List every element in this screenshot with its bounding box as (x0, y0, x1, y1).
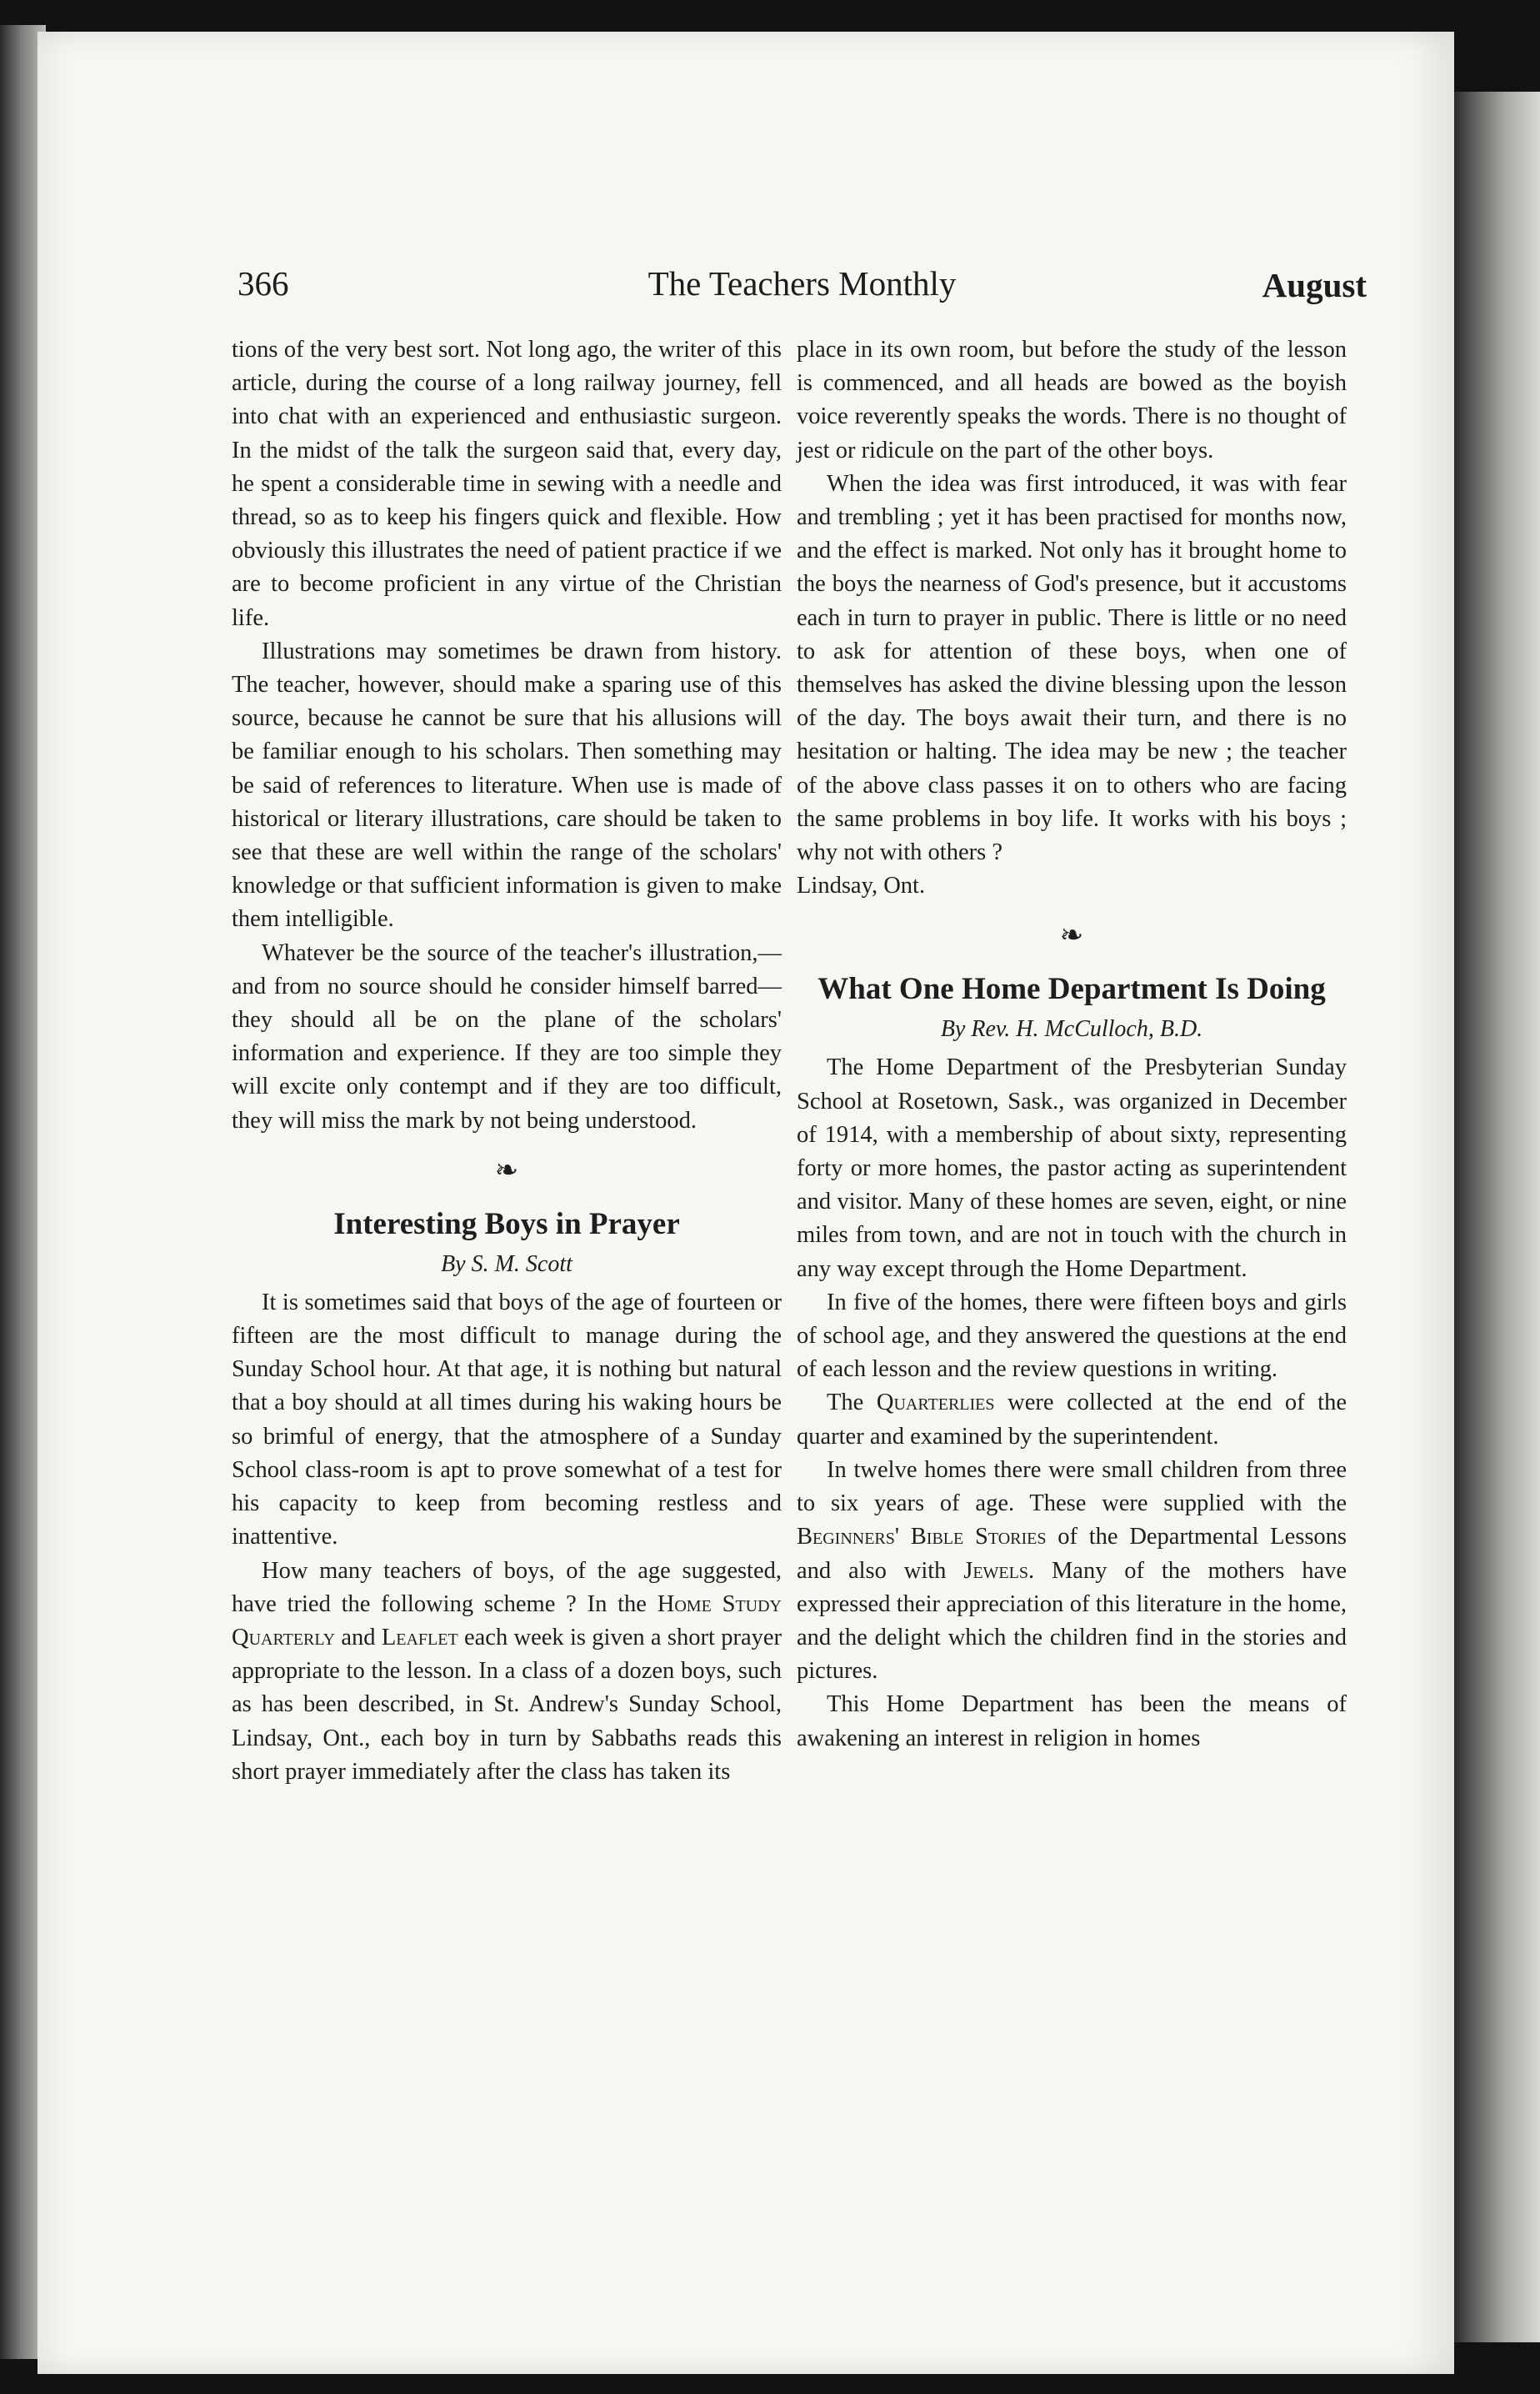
page-header (238, 263, 1367, 317)
signoff-location: Lindsay, Ont. (797, 873, 926, 899)
paragraph (232, 1555, 782, 1789)
paragraph: This Home Department has been the means of awakening an interest in religion in homes (797, 1691, 1347, 1751)
publication-name: Beginners' Bible Stories (797, 1524, 1047, 1550)
article-title: Interesting Boys in Prayer (333, 1206, 680, 1241)
text-run: and (335, 1624, 382, 1650)
fleuron-ornament: ❧ (1059, 920, 1084, 952)
paragraph (797, 1386, 1347, 1453)
paragraph: Whatever be the source of the teacher's illustration,—and from no source should he consider himself barred—they should all be on the plane of the scholars' information and experience. If they are too simple they will excite only contempt and if they are too difficult, they will miss the mark by not being understood. (232, 939, 782, 1134)
publication-name: Quarterlies (876, 1390, 995, 1416)
running-title: The Teachers Monthly (648, 264, 957, 303)
text-run: each week is given a short prayer appropriate to the lesson. In a class of a dozen boys, such as has been described, in St. Andrew's Sunday School, Lindsay, Ont., each boy in turn by Sabbaths reads this short prayer immediately after the class has taken its (232, 1624, 782, 1785)
paragraph: tions of the very best sort. Not long ago, the writer of this article, during the course of a long railway journey, fell into chat with an experienced and enthusiastic surgeon. In the midst of the talk the surgeon said that, every day, he spent a considerable time in sewing with a needle and thread, so as to keep his fingers quick and flexible. How obviously this illustrates the need of patient practice if we are to become proficient in any virtue of the Christian life. (232, 337, 782, 631)
text-run: The (827, 1390, 877, 1416)
left-column (232, 333, 782, 1789)
publication-name: Jewels (963, 1557, 1028, 1584)
paragraph: place in its own room, but before the study of the lesson is commenced, and all heads are bowed as the boyish voice reverently speaks the words. There is no thought of jest or ridicule on the part of the other boys. (797, 337, 1347, 463)
paragraph: In five of the homes, there were fifteen boys and girls of school age, and they answered the questions at the end of each lesson and the review questions in writing. (797, 1289, 1347, 1383)
month-label: August (1262, 266, 1367, 304)
page-fold-shadow (1454, 92, 1540, 2342)
publication-name: Home Study Quarterly (232, 1590, 782, 1650)
paragraph: Illustrations may sometimes be drawn from history. The teacher, however, should make a sparing use of this source, because he cannot be sure that his allusions will be familiar enough to his scholars. Then something may be said of references to literature. When use is made of historical or literary illustrations, care should be taken to see that these are well within the range of the scholars' knowledge or that sufficient information is given to make them intelligible. (232, 638, 782, 933)
text-run: of the Departmental Lessons and also with (797, 1524, 1347, 1584)
article-title: What One Home Department Is Doing (818, 972, 1326, 1007)
fleuron-ornament: ❧ (494, 1154, 519, 1186)
text-run: were collected at the end of the quarter and examined by the superintendent. (797, 1390, 1347, 1450)
publication-name: Leaflet (381, 1624, 458, 1650)
article-byline: By Rev. H. McCulloch, B.D. (940, 1016, 1203, 1043)
paragraph: When the idea was first introduced, it was with fear and trembling ; yet it has been practised for months now, and the effect is marked. Not only has it brought home to the boys the nearness of God's presence, but it accustoms each in turn to prayer in public. There is little or no need to ask for attention of these boys, when one of themselves has asked the divine blessing upon the lesson of the day. The boys await their turn, and there is no hesitation or halting. The idea may be new ; the teacher of the above class passes it on to others who are facing the same problems in boy life. It works with his boys ; why not with others ? (797, 470, 1347, 866)
text-run: How many teachers of boys, of the age suggested, have tried the following scheme ? In the (232, 1557, 782, 1617)
right-column (797, 333, 1347, 1755)
paragraph: The Home Department of the Presbyterian Sunday School at Rosetown, Sask., was organized in December of 1914, with a membership of about sixty, representing forty or more homes, the pastor acting as superintendent and visitor. Many of these homes are seven, eight, or nine miles from town, and are not in touch with the church in any way except through the Home Department. (797, 1054, 1347, 1282)
text-run: . Many of the mothers have expressed their appreciation of this literature in the home, and the delight which the children find in the stories and pictures. (797, 1557, 1347, 1685)
page-number: 366 (238, 264, 289, 303)
text-run: In twelve homes there were small children from three to six years of age. These were supplied with the (797, 1456, 1347, 1517)
paragraph: It is sometimes said that boys of the age of fourteen or fifteen are the most difficult to manage during the Sunday School hour. At that age, it is nothing but natural that a boy should at all times during his waking hours be so brimful of energy, that the atmosphere of a Sunday School class-room is apt to prove somewhat of a test for his capacity to keep from becoming restless and inattentive. (232, 1289, 782, 1550)
article-byline: By S. M. Scott (441, 1250, 572, 1277)
paragraph (797, 1454, 1347, 1688)
